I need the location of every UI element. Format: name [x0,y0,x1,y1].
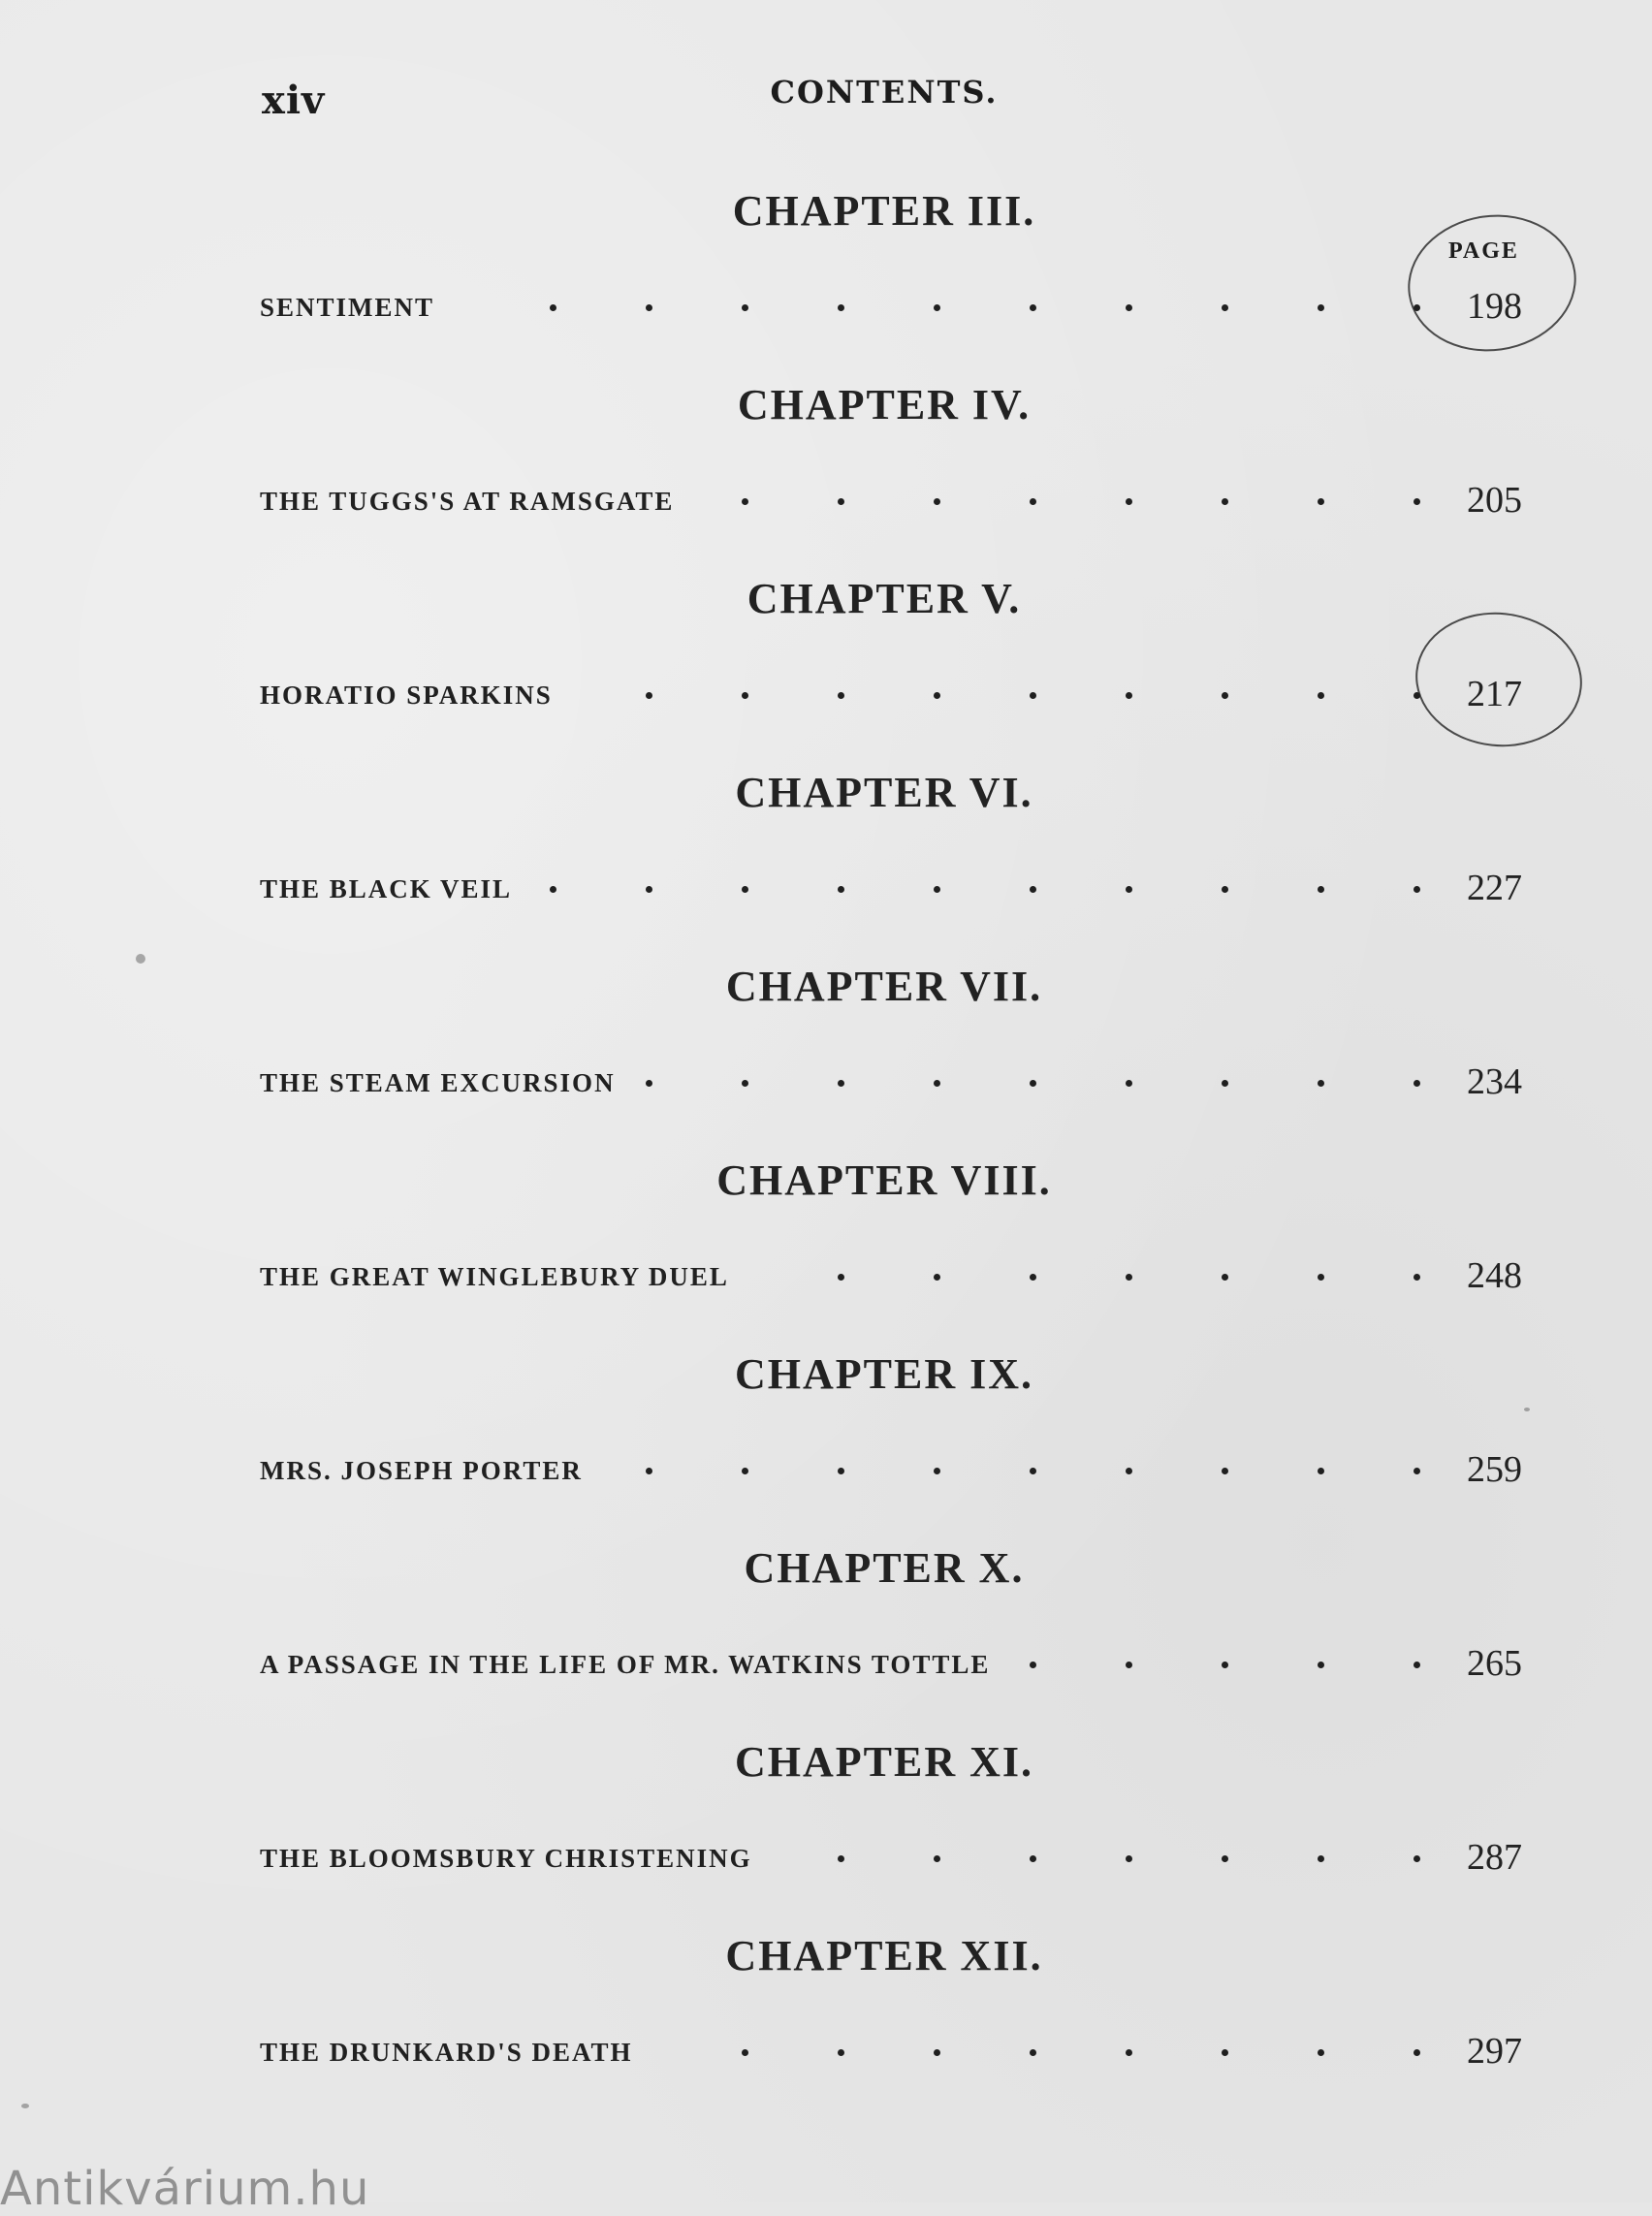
toc-entry [260,673,1520,721]
toc-entry [260,1061,1520,1109]
leader-dot [1318,498,1324,505]
leader-dot [934,1855,940,1862]
toc-entry [260,1836,1520,1884]
paper-speck [1524,1408,1530,1411]
leader-dot [1414,1662,1420,1668]
page-number: 205 [1467,480,1522,521]
chapter-heading: CHAPTER XI. [734,1738,1034,1786]
leader-dot [1126,1468,1132,1474]
leader-dot [1318,1855,1324,1862]
chapter-heading: CHAPTER IX. [734,1350,1034,1398]
leader-dot [1126,1855,1132,1862]
leader-dot [934,1468,940,1474]
leader-dot [646,1080,652,1087]
leader-dot [646,886,652,893]
leader-dot [934,692,940,699]
toc-entry [260,1448,1520,1497]
dot-leader [260,1658,1423,1671]
leader-dot [1030,1468,1036,1474]
leader-dot [934,2049,940,2056]
folio: xiv [262,78,326,123]
leader-dot [1126,1274,1132,1281]
leader-dot [1414,1080,1420,1087]
leader-dot [838,692,844,699]
leader-dot [742,692,748,699]
leader-dot [934,1080,940,1087]
dot-leader [260,688,1423,702]
leader-dot [1126,304,1132,311]
toc-entry [260,285,1520,333]
leader-dot [1318,1080,1324,1087]
leader-dot [646,1468,652,1474]
leader-dot [934,886,940,893]
leader-dot [1126,498,1132,505]
leader-dot [1222,1855,1228,1862]
leader-dot [1126,1662,1132,1668]
entry-title: A PASSAGE IN THE LIFE OF MR. WATKINS TOTTLE [260,1650,991,1679]
page-number: 287 [1467,1837,1522,1878]
leader-dot [1318,1662,1324,1668]
page-number: 265 [1467,1643,1522,1684]
entry-title: MRS. JOSEPH PORTER [260,1456,583,1485]
leader-dot [934,1274,940,1281]
entry-title: THE BLACK VEIL [260,874,513,903]
entry-title: SENTIMENT [260,293,435,322]
leader-dot [838,1468,844,1474]
leader-dot [1318,1468,1324,1474]
leader-dot [1222,1662,1228,1668]
page-number: 227 [1467,868,1522,908]
toc-entry [260,2030,1520,2078]
toc-entry [260,479,1520,527]
watermark: Antikvárium.hu [0,2162,370,2216]
leader-dot [1414,2049,1420,2056]
page-number: 234 [1467,1061,1522,1102]
leader-dot [1414,1855,1420,1862]
leader-dot [1414,1274,1420,1281]
dot-leader [260,301,1423,314]
leader-dot [934,304,940,311]
chapter-heading: CHAPTER VIII. [716,1156,1052,1204]
leader-dot [742,1468,748,1474]
leader-dot [1222,1274,1228,1281]
leader-dot [1030,692,1036,699]
leader-dot [1318,692,1324,699]
leader-dot [838,1080,844,1087]
leader-dot [838,1855,844,1862]
leader-dot [1318,304,1324,311]
leader-dot [1222,498,1228,505]
page-column-label: PAGE [1448,238,1519,264]
chapter-heading: CHAPTER V. [747,575,1022,622]
running-head [0,68,1652,126]
leader-dot [1222,304,1228,311]
paper-speck [21,2104,29,2108]
leader-dot [742,498,748,505]
dot-leader [260,2045,1423,2059]
chapter-heading: CHAPTER III. [732,187,1036,235]
leader-dot [1126,2049,1132,2056]
leader-dot [646,692,652,699]
toc-entry [260,1642,1520,1691]
dot-leader [260,1270,1423,1283]
dot-leader [260,494,1423,508]
leader-dot [742,304,748,311]
page-number: 248 [1467,1255,1522,1296]
leader-dot [838,1274,844,1281]
leader-dot [742,2049,748,2056]
entry-title: THE GREAT WINGLEBURY DUEL [260,1262,729,1291]
leader-dot [838,304,844,311]
leader-dot [1126,692,1132,699]
page-number: 259 [1467,1449,1522,1490]
chapter-heading: CHAPTER IV. [737,381,1032,428]
leader-dot [1414,886,1420,893]
leader-dot [1318,1274,1324,1281]
leader-dot [1030,1080,1036,1087]
chapter-heading: CHAPTER VII. [725,963,1043,1010]
entry-title: THE BLOOMSBURY CHRISTENING [260,1844,752,1873]
leader-dot [838,886,844,893]
leader-dot [1030,886,1036,893]
leader-dot [550,304,556,311]
entry-title: THE STEAM EXCURSION [260,1068,616,1097]
leader-dot [1126,886,1132,893]
leader-dot [1222,1080,1228,1087]
dot-leader [260,1076,1423,1090]
leader-dot [934,498,940,505]
paper-speck [136,954,145,964]
leader-dot [1222,692,1228,699]
leader-dot [1030,1274,1036,1281]
chapter-heading: CHAPTER X. [744,1544,1025,1592]
leader-dot [1414,498,1420,505]
leader-dot [1030,1662,1036,1668]
page-title: CONTENTS. [770,74,999,111]
leader-dot [1126,1080,1132,1087]
leader-dot [742,886,748,893]
leader-dot [550,886,556,893]
toc-entry [260,867,1520,915]
leader-dot [838,498,844,505]
page-number: 198 [1467,286,1522,327]
entry-title: THE TUGGS'S AT RAMSGATE [260,487,675,516]
entry-title: HORATIO SPARKINS [260,681,553,710]
leader-dot [1030,304,1036,311]
leader-dot [1414,304,1420,311]
leader-dot [742,1080,748,1087]
leader-dot [1414,1468,1420,1474]
dot-leader [260,1852,1423,1865]
leader-dot [1222,886,1228,893]
leader-dot [1030,1855,1036,1862]
leader-dot [646,304,652,311]
leader-dot [1222,1468,1228,1474]
dot-leader [260,1464,1423,1477]
entry-title: THE DRUNKARD'S DEATH [260,2038,633,2067]
leader-dot [1318,2049,1324,2056]
page-number: 297 [1467,2031,1522,2072]
leader-dot [838,2049,844,2056]
leader-dot [1318,886,1324,893]
leader-dot [1030,498,1036,505]
page-number: 217 [1467,674,1522,714]
toc-entry [260,1254,1520,1303]
dot-leader [260,882,1423,896]
leader-dot [1414,692,1420,699]
chapter-heading: CHAPTER XII. [725,1932,1043,1979]
chapter-heading: CHAPTER VI. [735,769,1033,816]
leader-dot [1222,2049,1228,2056]
leader-dot [1030,2049,1036,2056]
